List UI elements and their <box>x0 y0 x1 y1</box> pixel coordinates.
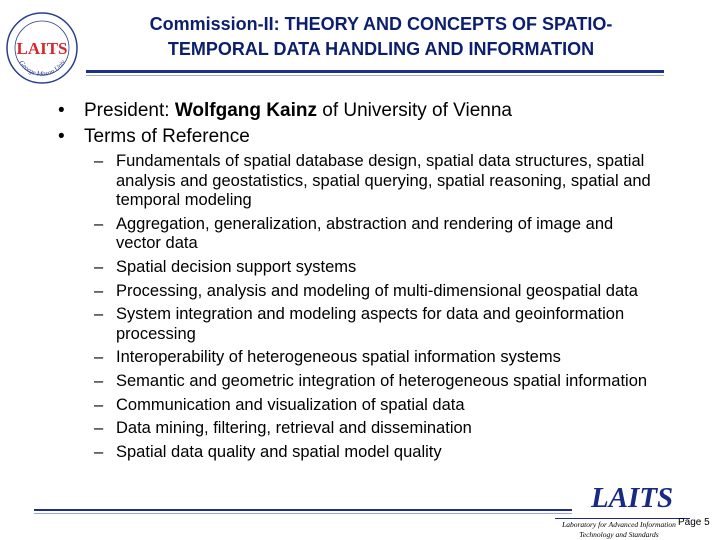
dash-marker: – <box>94 214 104 233</box>
bullet-marker: • <box>58 100 65 121</box>
main-bullets <box>58 98 698 150</box>
dash-marker: – <box>94 442 104 461</box>
term-text: Interoperability of heterogeneous spatial information systems <box>116 348 561 367</box>
dash-marker: – <box>94 257 104 276</box>
footer-brand: LAITS <box>591 482 674 514</box>
president-suffix: of University of Vienna <box>316 100 512 121</box>
footer-brand-subtitle <box>554 520 684 540</box>
president-prefix: President: <box>84 100 175 121</box>
brand-sub-line-1: Laboratory for Advanced Information <box>562 520 676 529</box>
term-text: Aggregation, generalization, abstraction and rendering of image and vector data <box>116 214 614 253</box>
title-underline <box>86 70 664 73</box>
list-item <box>94 152 654 211</box>
term-text: Processing, analysis and modeling of multi-dimensional geospatial data <box>116 281 638 300</box>
title-line-1: Commission-II: THEORY AND CONCEPTS OF SPATIO- <box>149 14 613 34</box>
dash-marker: – <box>94 281 104 300</box>
dash-marker: – <box>94 305 104 324</box>
terms-heading: Terms of Reference <box>84 126 250 147</box>
dash-marker: – <box>94 395 104 414</box>
page-number: Page 5 <box>678 517 710 528</box>
logo-ring-text: George Mason Univ <box>17 58 68 79</box>
list-item <box>94 443 654 463</box>
bullet-marker: • <box>58 126 65 147</box>
list-item <box>94 396 654 416</box>
president-name: Wolfgang Kainz <box>174 100 317 121</box>
term-text: Spatial decision support systems <box>116 257 357 276</box>
dash-marker: – <box>94 152 104 170</box>
term-text: System integration and modeling aspects for data and geoinformation processing <box>116 305 625 343</box>
bullet-terms <box>58 124 698 150</box>
dash-marker: – <box>94 348 104 367</box>
dash-marker: – <box>94 371 104 390</box>
terms-list <box>94 152 654 466</box>
dash-marker: – <box>94 419 104 438</box>
list-item <box>94 372 654 392</box>
brand-underline <box>555 518 690 519</box>
laits-logo <box>4 10 80 86</box>
slide-title <box>96 12 666 62</box>
footer-rule <box>34 509 572 511</box>
term-text: Data mining, filtering, retrieval and dissemination <box>116 419 472 438</box>
bullet-president <box>58 98 698 124</box>
footer-rule-thin <box>34 513 572 514</box>
term-text: Semantic and geometric integration of heterogeneous spatial information <box>116 371 648 390</box>
list-item <box>94 215 654 254</box>
list-item <box>94 419 654 439</box>
term-text: Fundamentals of spatial database design, spatial data structures, spatial analysis and geostatistics, spatial querying, spatial reasoning, spatial and temporal modeling <box>116 152 651 210</box>
logo-text: LAITS <box>16 39 68 58</box>
list-item <box>94 305 654 344</box>
term-text: Communication and visualization of spatial data <box>116 395 465 414</box>
list-item <box>94 258 654 278</box>
list-item <box>94 348 654 368</box>
list-item <box>94 282 654 302</box>
brand-sub-line-2: Technology and Standards <box>579 530 659 539</box>
title-line-2: TEMPORAL DATA HANDLING AND INFORMATION <box>167 39 595 59</box>
title-underline-thin <box>86 75 664 76</box>
term-text: Spatial data quality and spatial model quality <box>116 442 442 461</box>
